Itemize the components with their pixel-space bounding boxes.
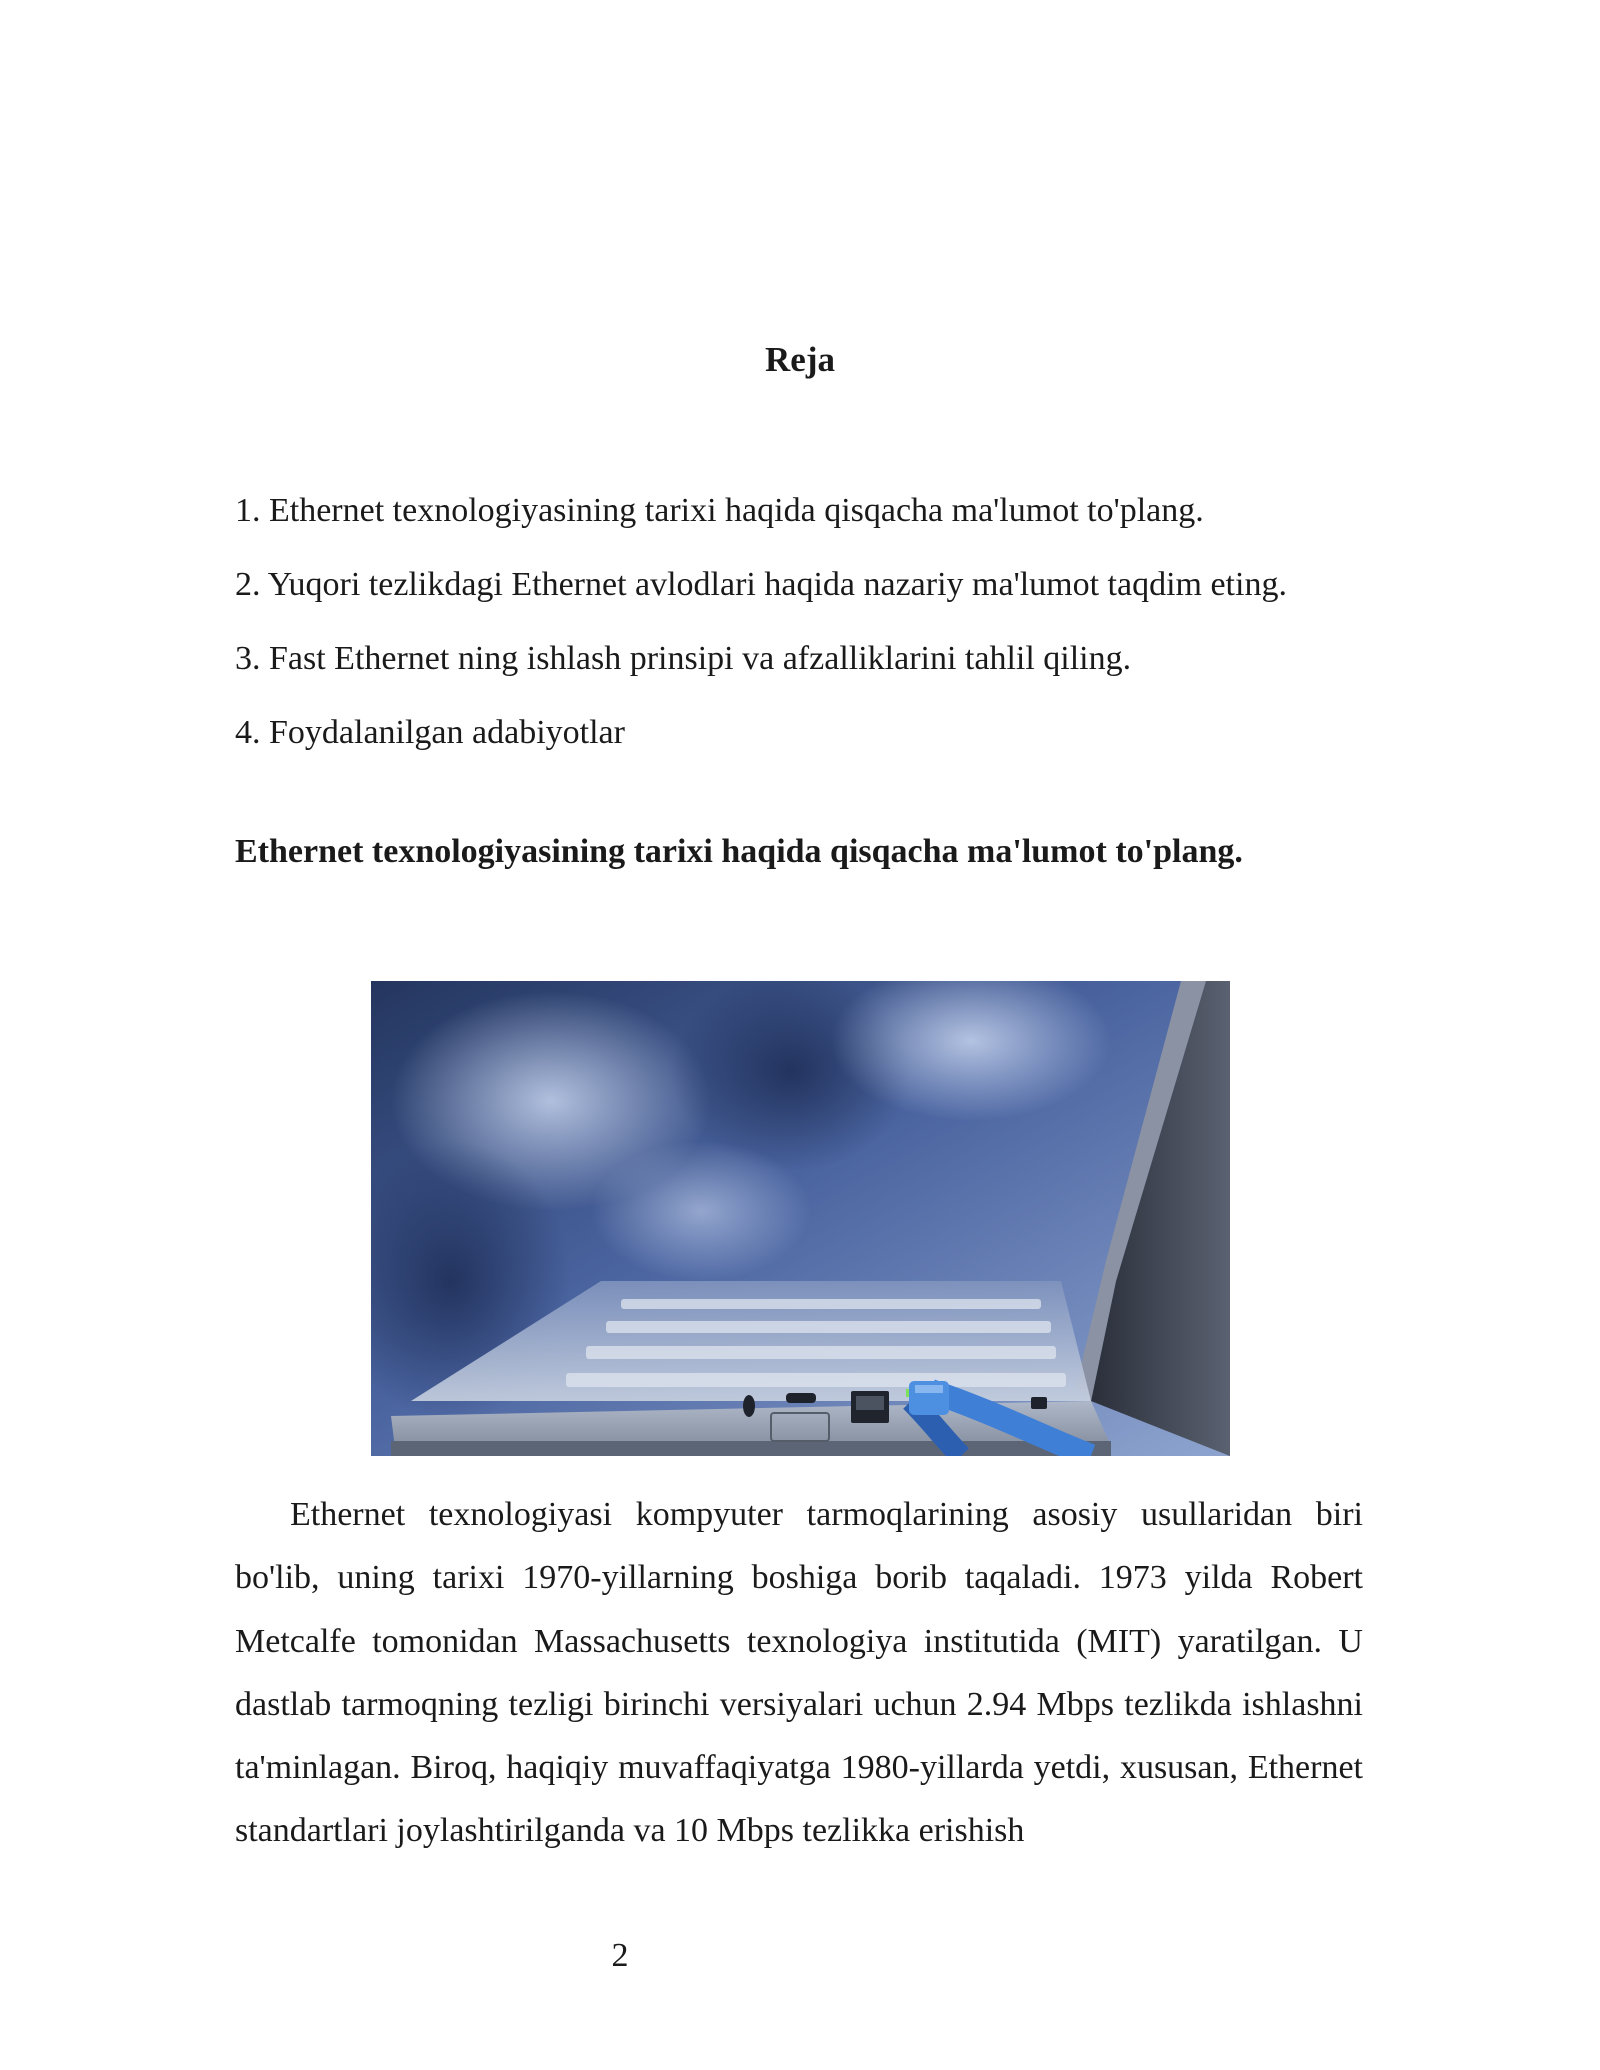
page-title: Reja xyxy=(765,340,835,379)
plan-item-1: 1. Ethernet texnologiyasining tarixi haqida qisqacha ma'lumot to'plang. xyxy=(235,492,1204,529)
plan-item-2: 2. Yuqori tezlikdagi Ethernet avlodlari haqida nazariy ma'lumot taqdim eting. xyxy=(235,566,1287,603)
section-heading: Ethernet texnologiyasining tarixi haqida qisqacha ma'lumot to'plang. xyxy=(235,833,1243,870)
laptop-ethernet-icon xyxy=(371,981,1230,1456)
body-paragraph: Ethernet texnologiyasi kompyuter tarmoqlarining asosiy usullaridan biri bo'lib, uning tarixi 1970-yillarning boshiga borib taqaladi. 1973 yilda Robert Metcalfe tomonidan Massachusetts texnologiya institutida (MIT) yaratilgan. U dastlab tarmoqning tezligi birinchi versiyalari uchun 2.94 Mbps tezlikda ishlashni ta'minlagan. Biroq, haqiqiy muvaffaqiyatga 1980-yillarda yetdi, xususan, Ethernet standartlari joylashtirilganda va 10 Mbps tezlikka erishish xyxy=(235,1496,1363,1850)
laptop-ethernet-photo xyxy=(371,981,1230,1456)
plan-item-4: 4. Foydalanilgan adabiyotlar xyxy=(235,714,625,751)
page-number: 2 xyxy=(611,1937,629,1974)
plan-item-3: 3. Fast Ethernet ning ishlash prinsipi va afzalliklarini tahlil qiling. xyxy=(235,640,1132,677)
plan-list xyxy=(235,486,1370,782)
